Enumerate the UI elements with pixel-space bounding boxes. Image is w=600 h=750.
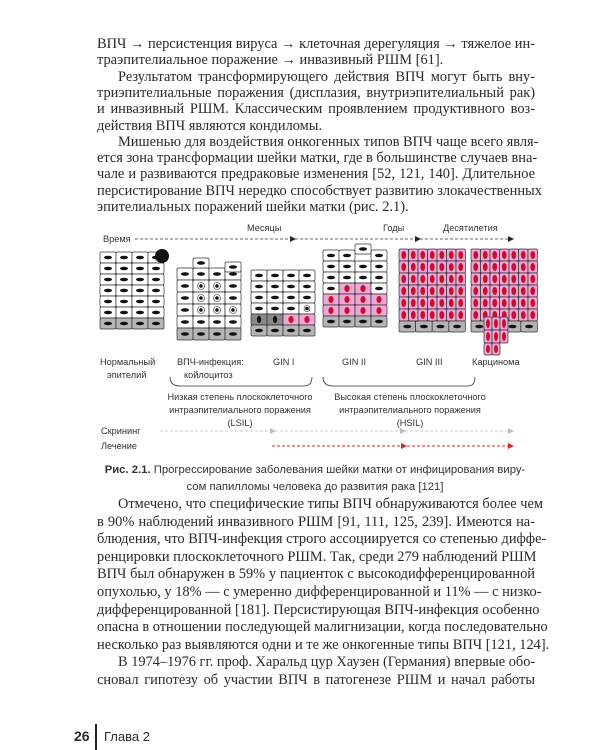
nucleus xyxy=(104,267,112,270)
nucleus xyxy=(359,320,367,323)
nucleus xyxy=(375,265,383,268)
nucleus xyxy=(494,332,498,341)
nucleus xyxy=(343,265,351,268)
nucleus xyxy=(502,332,506,341)
text-line: блюдения, что ВПЧ-инфекция строго ассоциируется со степенью диффе- xyxy=(97,531,547,548)
nucleus xyxy=(521,275,526,283)
nucleus xyxy=(449,263,454,271)
caption-line1: Прогрессирование заболевания шейки матки от инфицирования виру- xyxy=(150,464,526,476)
nucleus xyxy=(530,299,535,307)
nucleus xyxy=(152,278,160,281)
text-line: в 90% наблюдений инвазивного РШМ [91, 111, 125, 239]. Имеются на- xyxy=(97,513,535,530)
nucleus xyxy=(231,308,235,312)
nucleus xyxy=(136,322,144,325)
nucleus xyxy=(327,287,335,290)
nucleus xyxy=(420,311,425,319)
hsil-line1: Высокая степень плоскоклеточного xyxy=(334,392,486,402)
nucleus xyxy=(215,296,219,300)
nucleus xyxy=(255,329,263,332)
text-line: триэпителиальные поражения (дисплазия, внутриэпителиальный рак) xyxy=(97,84,535,101)
nucleus xyxy=(401,287,406,295)
period-years: Годы xyxy=(383,223,405,233)
nucleus xyxy=(197,332,205,335)
nucleus xyxy=(152,311,160,314)
nucleus xyxy=(525,325,533,328)
nucleus xyxy=(136,256,144,259)
text-line: опухолью, у 18% — с умеренно дифференцированной и 11% — с низко- xyxy=(97,584,542,600)
nucleus xyxy=(199,296,203,300)
nucleus xyxy=(229,272,237,275)
treatment-arrow xyxy=(272,443,514,449)
nucleus xyxy=(430,311,435,319)
time-label: Время xyxy=(103,234,131,244)
time-arrow xyxy=(135,236,514,242)
nucleus xyxy=(411,251,416,259)
nucleus xyxy=(502,251,507,259)
nucleus xyxy=(104,278,112,281)
text-line: действия ВПЧ являются кондиломы. xyxy=(97,117,323,134)
nucleus xyxy=(530,251,535,259)
nucleus xyxy=(229,320,237,323)
nucleus xyxy=(486,319,490,328)
nucleus xyxy=(181,332,189,335)
nucleus xyxy=(152,322,160,325)
nucleus xyxy=(271,296,279,299)
nucleus xyxy=(401,299,406,307)
nucleus xyxy=(213,272,221,275)
nucleus xyxy=(344,307,349,314)
nucleus xyxy=(420,325,428,328)
nucleus xyxy=(152,300,160,303)
nucleus xyxy=(411,311,416,319)
text-line: ется зона трансформации шейки матки, где в большинстве случаев вна- xyxy=(97,150,538,167)
nucleus xyxy=(473,311,478,319)
nucleus xyxy=(521,299,526,307)
nucleus xyxy=(449,311,454,319)
nucleus xyxy=(359,265,367,268)
nucleus xyxy=(401,251,406,259)
nucleus xyxy=(271,307,279,310)
nucleus xyxy=(458,299,463,307)
nucleus xyxy=(530,263,535,271)
nucleus xyxy=(439,251,444,259)
nucleus xyxy=(199,308,203,312)
nucleus xyxy=(255,285,263,288)
nucleus xyxy=(197,320,205,323)
nucleus xyxy=(494,319,498,328)
nucleus xyxy=(304,316,309,323)
nucleus xyxy=(458,275,463,283)
period-decades: Десятилетия xyxy=(443,223,498,233)
nucleus xyxy=(411,299,416,307)
nucleus xyxy=(475,325,483,328)
nucleus xyxy=(229,265,237,268)
nucleus xyxy=(181,272,189,275)
text-line: траэпителиальное поражение → инвазивный РШМ [61]. xyxy=(97,52,444,69)
nucleus xyxy=(376,307,381,314)
caption-label: Рис. 2.1. xyxy=(104,464,151,476)
nucleus xyxy=(439,287,444,295)
nucleus xyxy=(486,345,490,353)
nucleus xyxy=(509,325,517,328)
text-line: сновал гипотезу об участии ВПЧ в патогенезе РШМ и начал работы xyxy=(97,672,535,688)
nucleus xyxy=(360,296,365,303)
nucleus xyxy=(486,332,490,341)
nucleus xyxy=(255,296,263,299)
nucleus xyxy=(483,263,488,271)
nucleus xyxy=(430,251,435,259)
nucleus xyxy=(458,251,463,259)
nucleus xyxy=(271,285,279,288)
nucleus xyxy=(375,320,383,323)
nucleus xyxy=(473,263,478,271)
text-line: дифференцированной [181]. Персистирующая ВПЧ-инфекция особенно xyxy=(97,601,540,618)
nucleus xyxy=(502,287,507,295)
nucleus xyxy=(288,316,293,323)
nucleus xyxy=(120,289,128,292)
nucleus xyxy=(458,311,463,319)
text-line: ренцировки плоскоклеточного РШМ. Так, среди 279 наблюдений РШМ xyxy=(97,548,537,565)
nucleus xyxy=(136,267,144,270)
nucleus xyxy=(120,267,128,270)
nucleus xyxy=(439,311,444,319)
hsil-bracket xyxy=(323,377,475,386)
text-line: В 1974–1976 гг. проф. Харальд цур Хаузен (Германия) впервые обо- xyxy=(118,654,536,671)
nucleus xyxy=(494,345,498,353)
nucleus xyxy=(199,284,203,288)
nucleus xyxy=(197,272,205,275)
nucleus xyxy=(458,263,463,271)
nucleus xyxy=(439,275,444,283)
nucleus xyxy=(530,275,535,283)
nucleus xyxy=(492,263,497,271)
nucleus xyxy=(360,307,365,314)
nucleus xyxy=(483,275,488,283)
text-line: ВПЧ был обнаружен в 59% у пациенток с высокодифференцированной xyxy=(97,566,535,583)
nucleus xyxy=(449,251,454,259)
nucleus xyxy=(287,307,295,310)
nucleus xyxy=(104,311,112,314)
nucleus xyxy=(511,311,516,319)
text-line: ВПЧ → персистенция вируса → клеточная дерегуляция → тяжелое ин- xyxy=(97,36,535,52)
nucleus xyxy=(401,263,406,271)
text-line: персистирование ВПЧ нередко способствует развитию злокачественных xyxy=(97,182,542,199)
nucleus xyxy=(136,311,144,314)
nucleus xyxy=(375,276,383,279)
nucleus xyxy=(473,251,478,259)
nucleus xyxy=(492,299,497,307)
nucleus xyxy=(420,275,425,283)
nucleus xyxy=(420,251,425,259)
page-number: 26 xyxy=(74,728,90,744)
nucleus xyxy=(453,325,461,328)
nucleus xyxy=(420,263,425,271)
stage-label-normal: Нормальный xyxy=(100,357,156,367)
nucleus xyxy=(473,299,478,307)
nucleus xyxy=(213,332,221,335)
nucleus xyxy=(215,308,219,312)
nucleus xyxy=(420,299,425,307)
nucleus xyxy=(197,261,205,264)
stage-label-cin1: GIN I xyxy=(273,357,295,367)
nucleus xyxy=(439,263,444,271)
nucleus xyxy=(152,267,160,270)
nucleus xyxy=(458,287,463,295)
nucleus xyxy=(430,287,435,295)
nucleus xyxy=(483,299,488,307)
nucleus xyxy=(511,251,516,259)
nucleus xyxy=(401,311,406,319)
nucleus xyxy=(343,320,351,323)
nucleus xyxy=(136,278,144,281)
nucleus xyxy=(483,251,488,259)
nucleus xyxy=(375,287,383,290)
nucleus xyxy=(401,275,406,283)
nucleus xyxy=(303,274,311,277)
nucleus xyxy=(181,284,189,287)
nucleus xyxy=(255,274,263,277)
stage-label-cin2: GIN II xyxy=(342,357,366,367)
nucleus xyxy=(271,274,279,277)
nucleus xyxy=(343,276,351,279)
nucleus xyxy=(511,287,516,295)
nucleus xyxy=(181,308,189,311)
nucleus xyxy=(287,296,295,299)
nucleus xyxy=(521,287,526,295)
period-months: Месяцы xyxy=(247,223,282,233)
nucleus xyxy=(120,311,128,314)
nucleus xyxy=(327,265,335,268)
nucleus xyxy=(375,254,383,257)
nucleus xyxy=(136,300,144,303)
hsil-line2: интраэпителиального поражения xyxy=(339,405,481,415)
text-line: Мишенью для воздействия онкогенных типов ВПЧ чаще всего явля- xyxy=(118,133,539,150)
nucleus xyxy=(328,307,333,314)
nucleus xyxy=(104,300,112,303)
nucleus xyxy=(120,300,128,303)
nucleus xyxy=(287,285,295,288)
nucleus xyxy=(344,285,349,292)
stage-label-hpv-2: койлоцитоз xyxy=(184,370,233,380)
lsil-line2: интраэпителиального поражения xyxy=(169,405,311,415)
treatment-label: Лечение xyxy=(101,441,138,451)
nucleus xyxy=(120,256,128,259)
nucleus xyxy=(449,299,454,307)
nucleus xyxy=(530,287,535,295)
nucleus xyxy=(521,311,526,319)
nucleus xyxy=(359,247,367,250)
nucleus xyxy=(327,254,335,257)
nucleus xyxy=(376,296,381,303)
nucleus xyxy=(502,319,506,328)
nucleus xyxy=(437,325,445,328)
nucleus xyxy=(511,275,516,283)
screening-label: Скрининг xyxy=(101,426,141,436)
text-line: чале и развиваются предраковые изменения [52, 121, 140]. Длительное xyxy=(97,166,535,183)
nucleus xyxy=(303,285,311,288)
nucleus xyxy=(360,285,365,292)
stage-label-cin3: GIN III xyxy=(416,357,443,367)
nucleus xyxy=(215,284,219,288)
nucleus xyxy=(344,296,349,303)
nucleus xyxy=(449,287,454,295)
text-line: несколько раз выявляются одни и те же онкогенные типы ВПЧ [121, 124]. xyxy=(97,636,550,653)
nucleus xyxy=(502,275,507,283)
lsil-line3: (LSIL) xyxy=(227,418,253,428)
caption-line2: сом папилломы человека до развития рака [121] xyxy=(186,481,444,493)
stage-label-hpv: ВПЧ-инфекция: xyxy=(177,357,244,367)
nucleus xyxy=(420,287,425,295)
footer-divider xyxy=(95,724,97,750)
text-line: эпителиальных поражений шейки матки (рис. 2.1). xyxy=(97,199,409,215)
nucleus xyxy=(104,322,112,325)
nucleus xyxy=(430,263,435,271)
nucleus xyxy=(120,278,128,281)
nucleus xyxy=(502,263,507,271)
nucleus xyxy=(136,289,144,292)
nucleus xyxy=(473,287,478,295)
nucleus xyxy=(430,275,435,283)
nucleus xyxy=(152,289,160,292)
text-line: и инвазивный РШМ. Классическим проявлением продуктивного воз- xyxy=(97,101,535,118)
nucleus xyxy=(271,329,279,332)
nucleus xyxy=(104,256,112,259)
nucleus xyxy=(411,263,416,271)
nucleus xyxy=(473,275,478,283)
nucleus xyxy=(359,276,367,279)
nucleus xyxy=(530,311,535,319)
nucleus xyxy=(502,299,507,307)
text-line: опасна в отношении последующей малигнизации, когда последовательно xyxy=(97,619,548,636)
nucleus xyxy=(229,284,237,287)
nucleus xyxy=(305,307,309,311)
nucleus xyxy=(229,332,237,335)
nucleus xyxy=(411,275,416,283)
nucleus xyxy=(213,320,221,323)
nucleus xyxy=(521,263,526,271)
nucleus xyxy=(287,329,295,332)
figure-caption xyxy=(90,462,540,496)
nucleus xyxy=(120,322,128,325)
nucleus xyxy=(521,251,526,259)
nucleus xyxy=(492,251,497,259)
nucleus xyxy=(403,325,411,328)
nucleus xyxy=(343,254,351,257)
chapter-label: Глава 2 xyxy=(104,729,150,744)
text-line: Отмечено, что специфические типы ВПЧ обнаруживаются более чем xyxy=(118,496,544,512)
nucleus xyxy=(430,299,435,307)
nucleus xyxy=(492,275,497,283)
lsil-line1: Низкая степень плоскоклеточного xyxy=(167,392,313,402)
nucleus xyxy=(104,289,112,292)
nucleus xyxy=(483,287,488,295)
stage-label-normal-2: эпителий xyxy=(107,370,147,380)
nucleus xyxy=(181,320,189,323)
nucleus xyxy=(411,287,416,295)
nucleus xyxy=(439,299,444,307)
nucleus xyxy=(449,275,454,283)
nucleus xyxy=(181,296,189,299)
nucleus xyxy=(303,329,311,332)
nucleus xyxy=(255,307,263,310)
nucleus xyxy=(257,316,261,323)
stage-label-carcinoma: Карцинома xyxy=(472,357,520,367)
nucleus xyxy=(327,276,335,279)
virus-particle xyxy=(155,249,169,263)
nucleus xyxy=(511,263,516,271)
nucleus xyxy=(328,296,333,303)
nucleus xyxy=(303,296,311,299)
nucleus xyxy=(287,274,295,277)
text-line: Результатом трансформирующего действия ВПЧ могут быть вну- xyxy=(118,68,535,85)
nucleus xyxy=(511,299,516,307)
screening-arrow xyxy=(160,428,514,434)
hsil-line3: (HSIL) xyxy=(396,418,424,428)
nucleus xyxy=(492,287,497,295)
nucleus xyxy=(229,296,237,299)
nucleus xyxy=(327,320,335,323)
nucleus xyxy=(273,316,277,323)
